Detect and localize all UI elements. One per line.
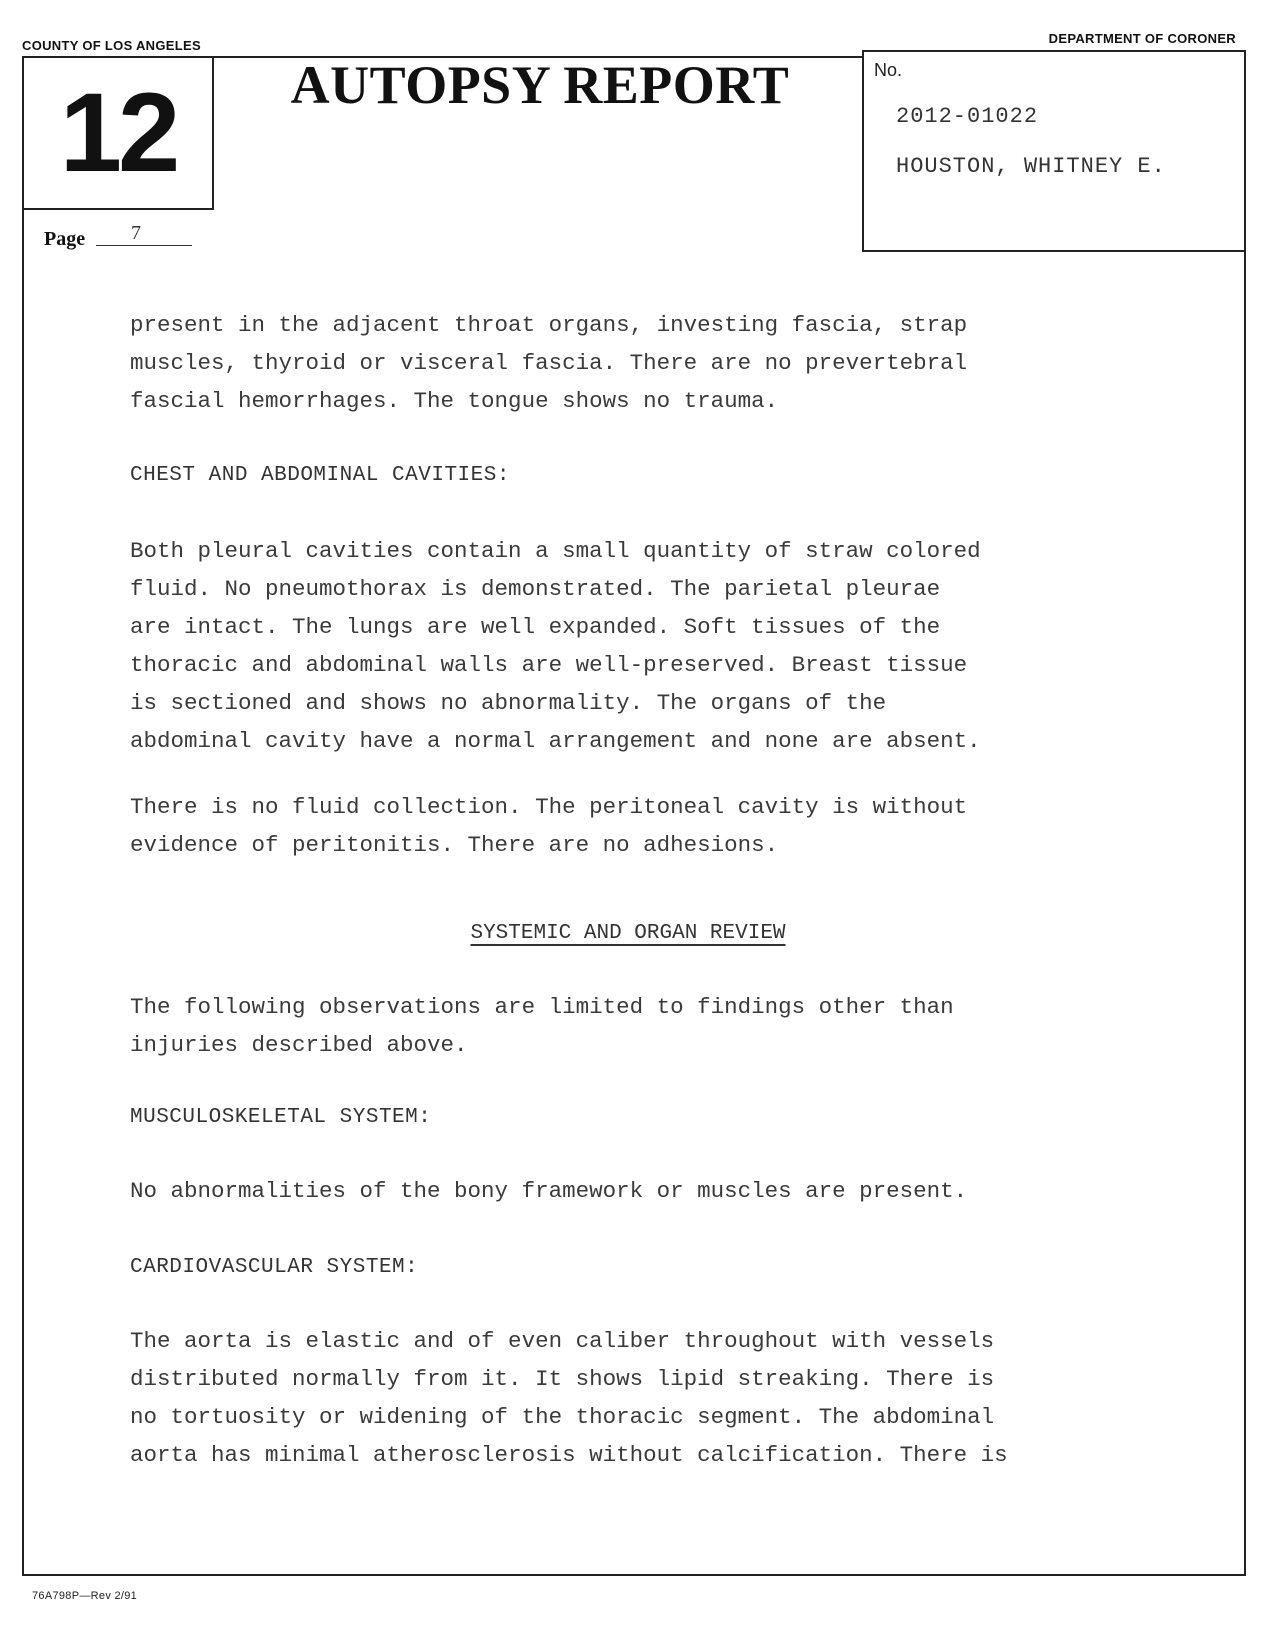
- case-number-label: No.: [874, 60, 903, 80]
- heading-systemic-organ-review: [0, 922, 1256, 945]
- heading-cardiovascular: CARDIOVASCULAR SYSTEM:: [130, 1256, 419, 1279]
- heading-chest-abdominal: CHEST AND ABDOMINAL CAVITIES:: [130, 464, 510, 487]
- decedent-name: HOUSTON, WHITNEY E.: [896, 154, 1166, 179]
- case-info-box: [862, 50, 1246, 252]
- paragraph-peritoneal: There is no fluid collection. The peritoneal cavity is without evidence of peritonitis. There are no adhesions.: [130, 794, 968, 858]
- section-number: 12: [59, 70, 177, 195]
- page-label: Page: [44, 228, 86, 250]
- county-label: COUNTY OF LOS ANGELES: [22, 38, 201, 53]
- heading-systemic-text: SYSTEMIC AND ORGAN REVIEW: [470, 922, 786, 945]
- case-number: 2012-01022: [896, 104, 1039, 129]
- paragraph-systemic: The following observations are limited to findings other than injuries described above.: [130, 994, 954, 1058]
- page-number-line: [96, 245, 192, 246]
- department-label: DEPARTMENT OF CORONER: [1048, 31, 1236, 46]
- report-title: AUTOPSY REPORT: [290, 55, 790, 115]
- form-code: 76A798P—Rev 2/91: [32, 1590, 138, 1602]
- paragraph-throat: present in the adjacent throat organs, investing fascia, strap muscles, thyroid or visceral fascia. There are no prevertebral fascial hemorrhages. The tongue shows no trauma.: [130, 312, 968, 414]
- heading-musculoskeletal: MUSCULOSKELETAL SYSTEM:: [130, 1106, 432, 1129]
- page-number: 7: [131, 222, 141, 244]
- paragraph-musculoskeletal: No abnormalities of the bony framework or muscles are present.: [130, 1178, 968, 1204]
- paragraph-chest-cavities: Both pleural cavities contain a small quantity of straw colored fluid. No pneumothorax is demonstrated. The parietal pleurae are intact. The lungs are well expanded. Soft tissues of the thoracic and abdominal walls are well-preserved. Breast tissue is sectioned and shows no abnormality. The organs of the abdominal cavity have a normal arrangement and none are absent.: [130, 538, 981, 754]
- paragraph-cardiovascular: The aorta is elastic and of even caliber throughout with vessels distributed normally from it. It shows lipid streaking. There is no tortuosity or widening of the thoracic segment. The abdominal aorta has minimal atherosclerosis without calcification. There is: [130, 1328, 1008, 1468]
